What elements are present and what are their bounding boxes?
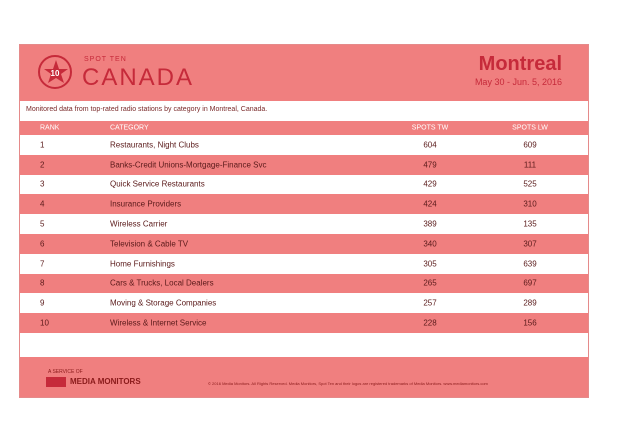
category-cell: Wireless & Internet Service <box>110 318 207 328</box>
report-card <box>19 44 589 398</box>
spots-lw-cell: 289 <box>523 298 537 308</box>
spots-tw-cell: 424 <box>423 199 437 209</box>
spots-tw-cell: 604 <box>423 140 437 150</box>
spots-lw-cell: 307 <box>523 239 537 249</box>
spots-tw-cell: 305 <box>423 259 437 269</box>
date-range: May 30 - Jun. 5, 2016 <box>474 77 562 87</box>
spots-tw-cell: 479 <box>423 160 437 170</box>
rank-cell: 1 <box>40 140 45 150</box>
spots-lw-cell: 135 <box>523 219 537 229</box>
table-row <box>20 293 588 313</box>
spots-lw-cell: 609 <box>523 140 537 150</box>
table-row <box>20 254 588 274</box>
subtitle-text: Monitored data from top-rated radio stations by category in Montreal, Canada. <box>26 106 268 113</box>
rank-cell: 9 <box>40 298 45 308</box>
table-row <box>20 155 588 175</box>
spots-lw-cell: 310 <box>523 199 537 209</box>
category-cell: Quick Service Restaurants <box>110 179 205 189</box>
spots-lw-cell: 697 <box>523 278 537 288</box>
table-row <box>20 234 588 254</box>
table-row <box>20 214 588 234</box>
brand-main: CANADA <box>82 64 195 91</box>
category-cell: Television & Cable TV <box>110 239 189 249</box>
category-cell: Insurance Providers <box>110 199 182 209</box>
rank-cell: 6 <box>40 239 45 249</box>
spots-tw-cell: 265 <box>423 278 437 288</box>
rank-cell: 8 <box>40 278 45 288</box>
table-row <box>20 175 588 195</box>
city-title: Montreal <box>478 53 562 75</box>
category-cell: Home Furnishings <box>110 259 175 269</box>
ranking-table <box>20 121 588 333</box>
logo-number: 10 <box>50 69 60 78</box>
subtitle-bar <box>20 101 588 121</box>
spots-tw-cell: 340 <box>423 239 437 249</box>
spots-lw-cell: 111 <box>523 160 537 170</box>
copyright-text: © 2016 Media Monitors. All Rights Reserved. Media Monitors, Spot Ten and their logos are registered trademarks of Media Monitors. www.mediamonitors.com <box>208 381 488 386</box>
rank-cell: 3 <box>40 179 45 189</box>
spots-lw-cell: 639 <box>523 259 537 269</box>
rank-cell: 5 <box>40 219 45 229</box>
table-row <box>20 274 588 294</box>
rank-cell: 7 <box>40 259 45 269</box>
rank-cell: 10 <box>40 318 49 328</box>
service-label: A SERVICE OF <box>48 369 83 375</box>
table-header <box>20 121 588 135</box>
spots-lw-cell: 156 <box>523 318 537 328</box>
company-name: MEDIA MONITORS <box>70 377 141 386</box>
brand-top: SPOT TEN <box>84 56 127 63</box>
spot-ten-logo <box>38 55 72 89</box>
category-cell: Wireless Carrier <box>110 219 168 229</box>
spots-tw-cell: 389 <box>423 219 437 229</box>
column-rank: RANK <box>40 124 60 132</box>
rank-cell: 2 <box>40 160 45 170</box>
media-monitors-mark-icon <box>46 377 66 387</box>
table-row <box>20 194 588 214</box>
table-row <box>20 313 588 333</box>
report-footer <box>20 357 588 397</box>
column-category: CATEGORY <box>110 124 149 132</box>
category-cell: Moving & Storage Companies <box>110 298 217 308</box>
spots-lw-cell: 525 <box>523 179 537 189</box>
column-spots-lw: SPOTS LW <box>512 124 548 132</box>
category-cell: Banks-Credit Unions-Mortgage-Finance Svc <box>110 160 267 170</box>
spots-tw-cell: 257 <box>423 298 437 308</box>
column-spots-tw: SPOTS TW <box>411 124 449 132</box>
spots-tw-cell: 429 <box>423 179 437 189</box>
rank-cell: 4 <box>40 199 45 209</box>
report-header <box>20 45 588 101</box>
spots-tw-cell: 228 <box>423 318 437 328</box>
category-cell: Restaurants, Night Clubs <box>110 140 199 150</box>
category-cell: Cars & Trucks, Local Dealers <box>110 278 214 288</box>
table-row <box>20 135 588 155</box>
